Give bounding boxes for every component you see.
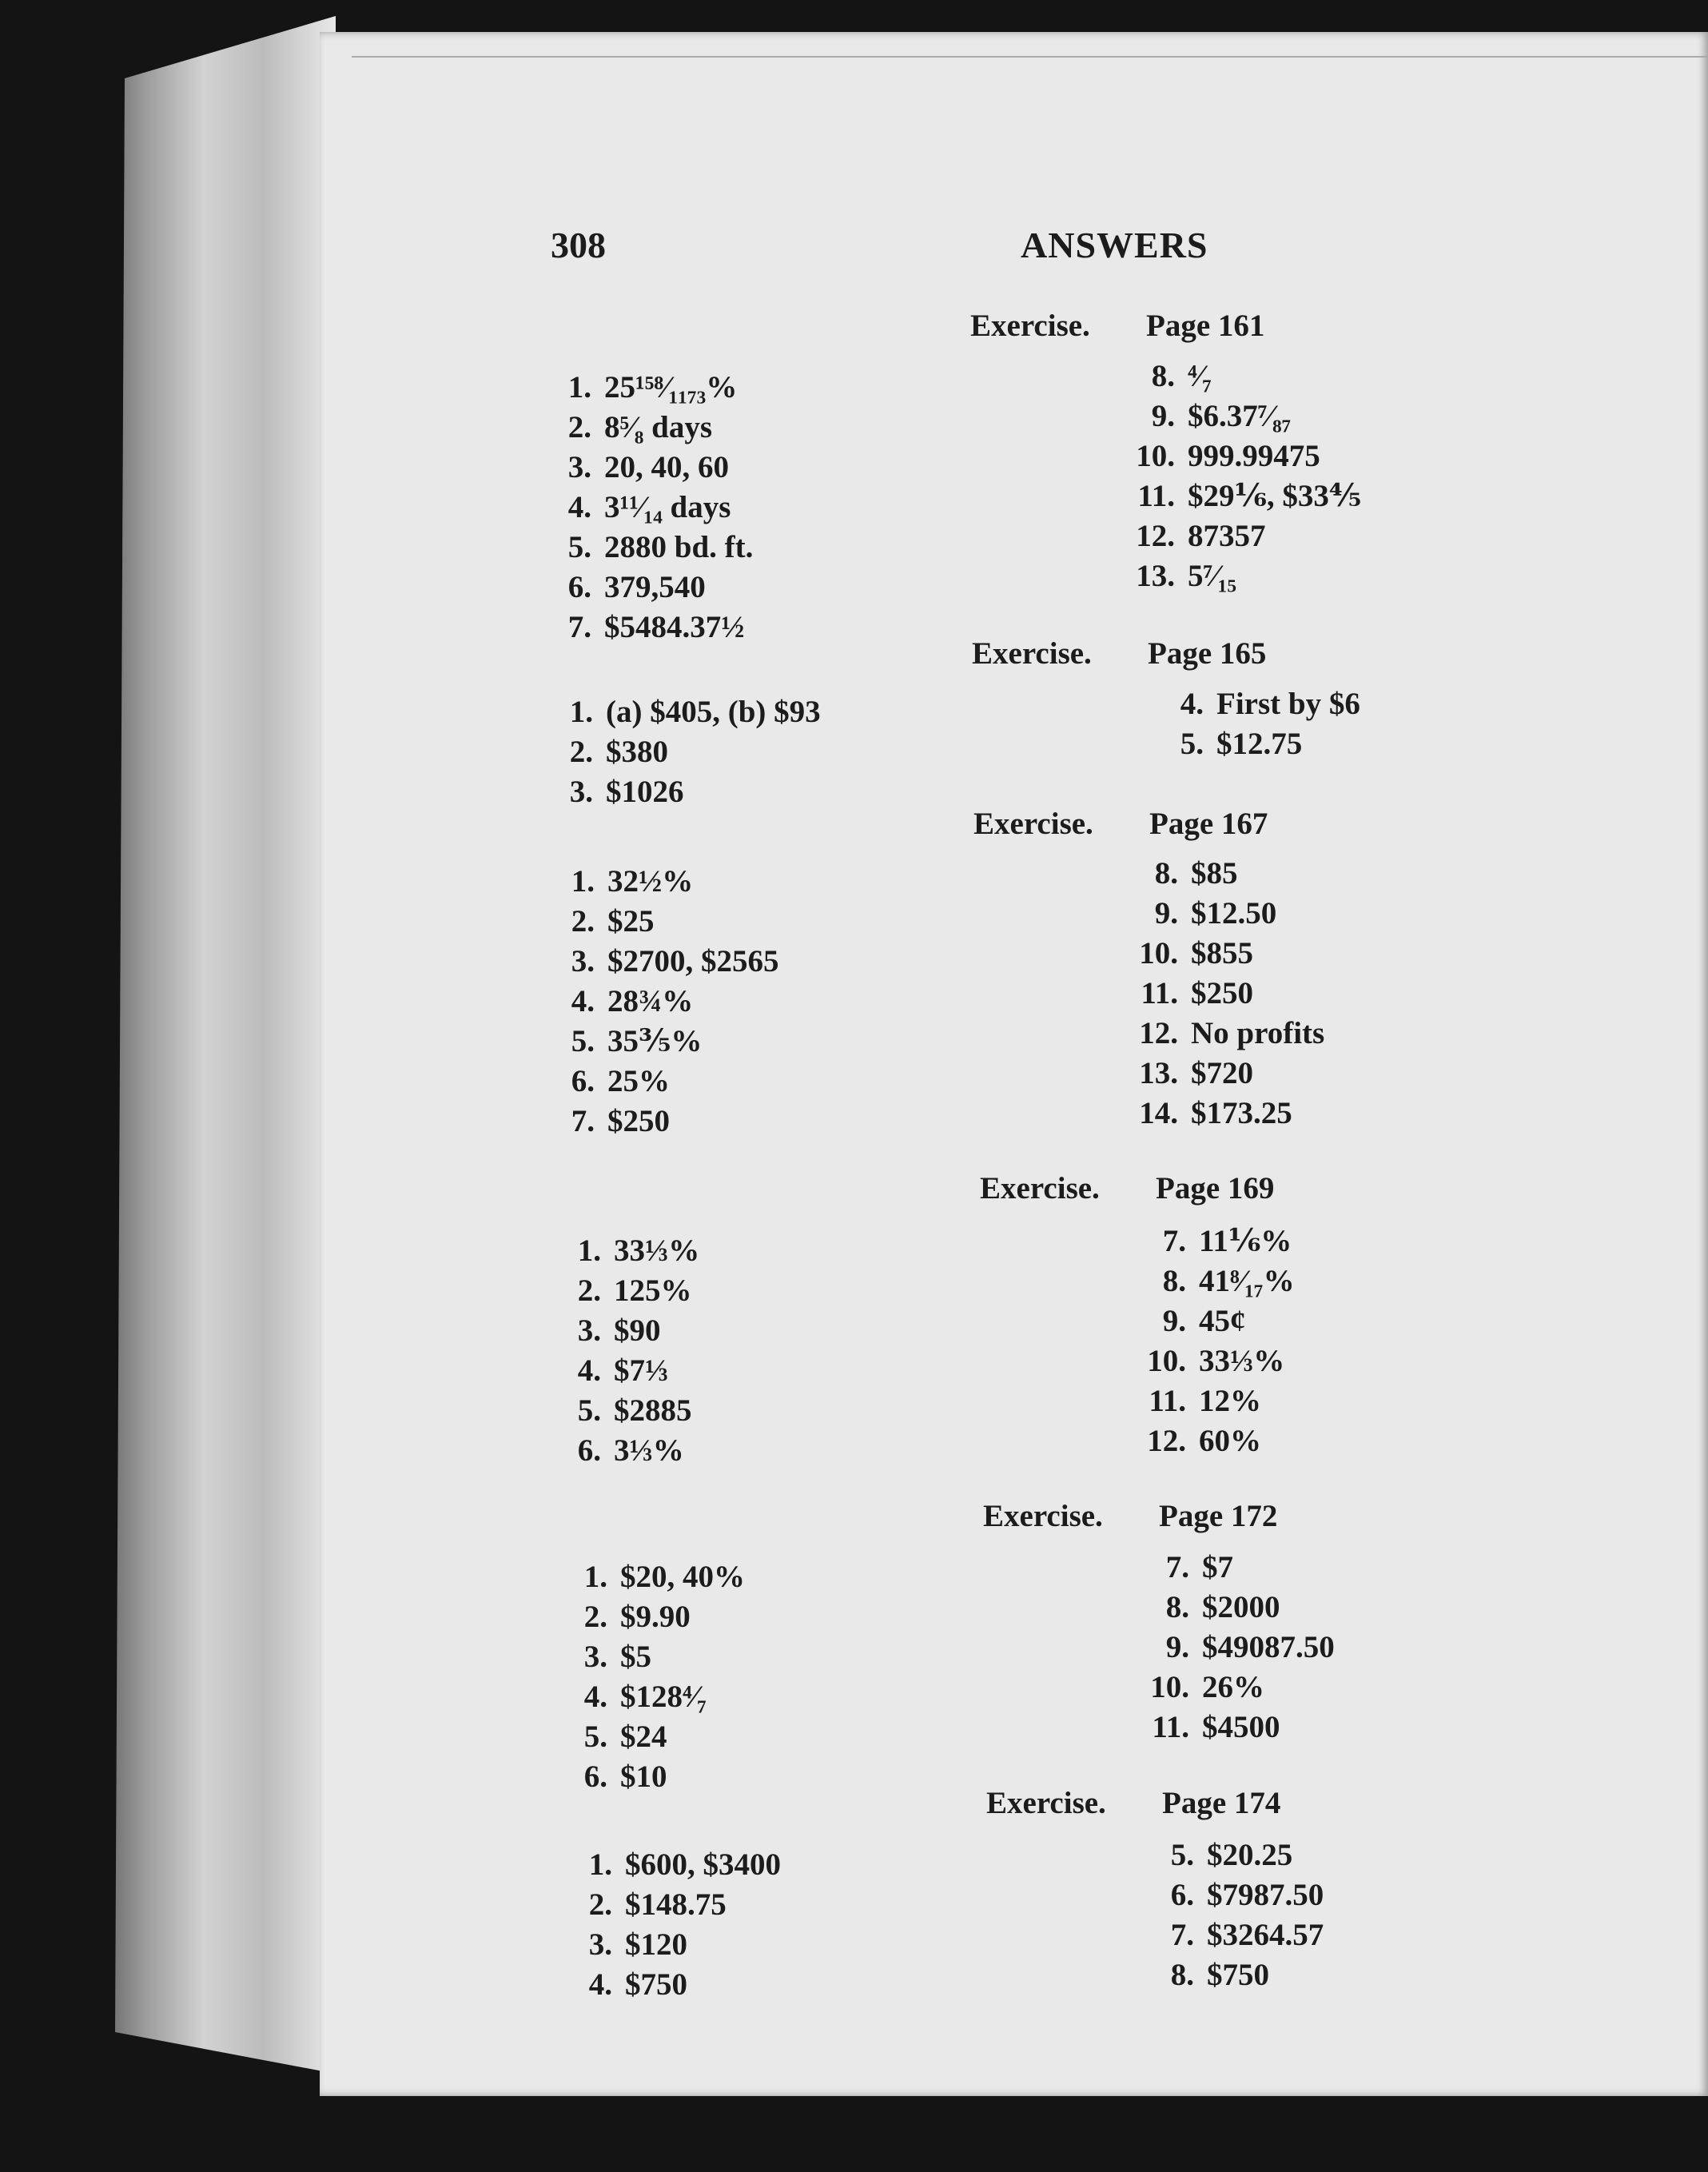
- list-item: 11. $4500: [1152, 1710, 1280, 1744]
- list-item: 5. $20.25: [1170, 1838, 1293, 1872]
- list-item: 2. $380: [569, 735, 668, 769]
- list-item: 2. $148.75: [588, 1887, 727, 1922]
- list-item: 8. ⁴⁄₇: [1151, 359, 1212, 393]
- answer-list-page-172: [1133, 1548, 1335, 1748]
- list-item: 1. 33⅓%: [577, 1233, 700, 1268]
- list-item: 2. 8⁵⁄₈ days: [567, 410, 713, 444]
- list-item: 10. 33⅓%: [1147, 1344, 1285, 1378]
- list-item: 4. First by $6: [1180, 687, 1360, 721]
- list-item: 1. 32½%: [571, 864, 694, 899]
- list-item: 10. 999.99475: [1136, 439, 1320, 473]
- list-item: 5. $24: [583, 1720, 667, 1754]
- page-number: 308: [551, 225, 606, 265]
- list-item: 13. $720: [1139, 1056, 1253, 1090]
- answer-list-page-167: [1122, 854, 1324, 1134]
- answer-list-left-6: [556, 1845, 781, 2005]
- answer-list-page-165: [1148, 684, 1360, 764]
- list-item: 8. $85: [1154, 856, 1238, 891]
- book-page: [320, 32, 1708, 2096]
- list-item: 12. No profits: [1139, 1016, 1325, 1050]
- list-item: 7. 11⅙%: [1162, 1224, 1292, 1258]
- list-item: 13. 5⁷⁄₁₅: [1136, 559, 1237, 593]
- list-item: 2. 125%: [577, 1273, 692, 1308]
- list-item: 7. $250: [571, 1104, 670, 1138]
- list-item: 8. $2000: [1165, 1590, 1280, 1624]
- list-item: 2. $25: [571, 904, 655, 939]
- list-item: 2. $9.90: [583, 1600, 691, 1634]
- list-item: 4. $750: [588, 1967, 687, 2002]
- list-item: 4. 3¹¹⁄₁₄ days: [567, 490, 731, 524]
- list-item: 9. $12.50: [1154, 896, 1277, 931]
- list-item: 5. 2880 bd. ft.: [567, 530, 754, 564]
- running-head: ANSWERS: [1021, 225, 1208, 265]
- answer-list-left-1: [535, 368, 753, 648]
- answer-list-page-161: [1119, 357, 1361, 596]
- list-item: 1. $600, $3400: [588, 1847, 781, 1882]
- list-item: 11. 12%: [1149, 1384, 1261, 1418]
- list-item: 12. 87357: [1136, 519, 1266, 553]
- exercise-heading-174: Exercise. Page 174: [986, 1786, 1281, 1820]
- list-item: 3. $90: [577, 1313, 661, 1348]
- list-item: 12. 60%: [1147, 1424, 1261, 1458]
- answer-list-left-4: [545, 1231, 699, 1471]
- book-page-edges: [96, 16, 336, 2094]
- answer-list-page-174: [1138, 1835, 1324, 1995]
- list-item: 4. 28¾%: [571, 984, 694, 1018]
- list-item: 11. $29⅙, $33⅘: [1137, 479, 1362, 513]
- list-item: 10. $855: [1139, 936, 1253, 970]
- list-item: 5. $12.75: [1180, 727, 1303, 761]
- list-item: 3. $2700, $2565: [571, 944, 779, 978]
- list-item: 10. 26%: [1150, 1670, 1264, 1704]
- list-item: 4. $7⅓: [577, 1353, 669, 1388]
- list-item: 9. $6.37⁷⁄₈₇: [1151, 399, 1292, 433]
- list-item: 6. $10: [583, 1760, 667, 1794]
- exercise-heading-169: Exercise. Page 169: [980, 1171, 1275, 1206]
- exercise-heading-165: Exercise. Page 165: [972, 636, 1267, 671]
- list-item: 7. $5484.37½: [567, 610, 745, 644]
- list-item: 3. $5: [583, 1640, 651, 1674]
- list-item: 1. 25¹⁵⁸⁄₁₁₇₃%: [567, 370, 738, 405]
- list-item: 5. $2885: [577, 1393, 692, 1428]
- list-item: 8. 41⁸⁄₁₇%: [1162, 1264, 1295, 1298]
- list-item: 1. $20, 40%: [583, 1560, 745, 1594]
- answer-list-left-3: [539, 862, 779, 1142]
- list-item: 11. $250: [1141, 976, 1253, 1010]
- list-item: 8. $750: [1170, 1958, 1269, 1992]
- list-item: 6. $7987.50: [1170, 1878, 1324, 1912]
- list-item: 4. $128⁴⁄₇: [583, 1680, 707, 1714]
- list-item: 6. 379,540: [567, 570, 706, 604]
- exercise-heading-161: Exercise. Page 161: [970, 309, 1265, 343]
- list-item: 1. (a) $405, (b) $93: [569, 695, 821, 729]
- list-item: 14. $173.25: [1139, 1096, 1292, 1130]
- list-item: 6. 3⅓%: [577, 1433, 684, 1468]
- answer-list-left-2: [537, 692, 821, 812]
- answer-list-page-169: [1130, 1222, 1295, 1461]
- list-item: 7. $3264.57: [1170, 1918, 1324, 1952]
- list-item: 7. $7: [1165, 1550, 1233, 1584]
- list-item: 3. $120: [588, 1927, 687, 1962]
- list-item: 6. 25%: [571, 1064, 670, 1098]
- list-item: 3. $1026: [569, 775, 684, 809]
- list-item: 3. 20, 40, 60: [567, 450, 729, 484]
- list-item: 9. 45¢: [1162, 1304, 1246, 1338]
- exercise-heading-172: Exercise. Page 172: [983, 1499, 1278, 1533]
- exercise-heading-167: Exercise. Page 167: [973, 807, 1268, 841]
- list-item: 5. 35⅗%: [571, 1024, 703, 1058]
- answer-list-left-5: [551, 1557, 745, 1797]
- list-item: 9. $49087.50: [1165, 1630, 1335, 1664]
